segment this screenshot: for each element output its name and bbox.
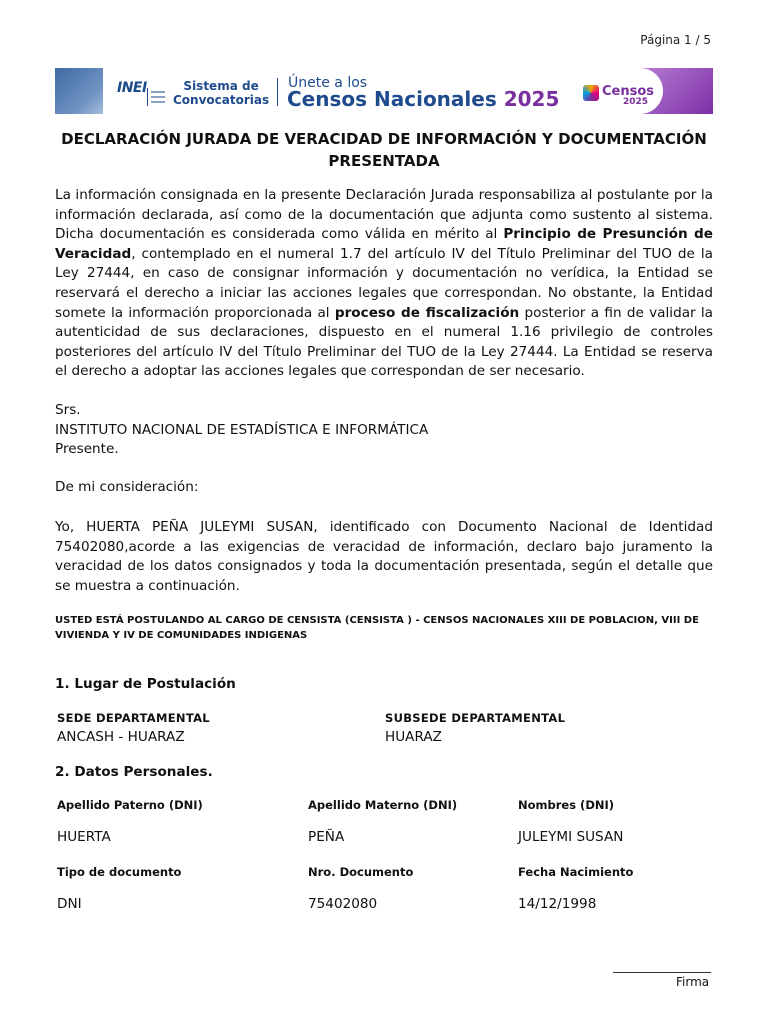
document-title: DECLARACIÓN JURADA DE VERACIDAD DE INFORMACIÓN Y DOCUMENTACIÓN PRESENTADA [61,130,707,170]
paterno-value: HUERTA [57,829,111,845]
signature-label: Firma [676,975,710,989]
salutation: De mi consideración: [55,479,199,495]
paterno-label: Apellido Paterno (DNI) [57,798,203,812]
intro-paragraph: La información consignada en la presente Declaración Jurada responsabiliza al postulante por la información declarada, así como de la documentación que adjunta como sustento al sistema. Dicha documentación es considerada como válida en mérito al Principio de Presunción de Veracidad, contemplado en el numeral 1.7 del artículo IV del Título Preliminar del TUO de la Ley 27444, en caso de consignar información y documentación no verídica, la Entidad se reservará el derecho a iniciar las acciones legales que correspondan. No obstante, la Entidad somete la información proporcionada al proceso de fiscalización posterior a fin de validar la autenticidad de sus declaraciones, dispuesto en el numeral 1.16 privilegio de controles posteriores del artículo IV del Título Preliminar del TUO de la Ley 27444. La Entidad se reserva el derecho a adoptar las acciones legales que correspondan de ser necesario. [55,187,713,380]
banner-censos-title: Censos Nacionales 2025 [287,87,560,111]
position-notice: USTED ESTÁ POSTULANDO AL CARGO DE CENSISTA (CENSISTA ) - CENSOS NACIONALES XIII DE POBLACION, VIII DE VIVIENDA Y IV DE COMUNIDADES INDIGENAS [55,615,699,641]
nro-documento-label: Nro. Documento [308,865,414,879]
subsede-label: SUBSEDE DEPARTAMENTAL [385,711,566,725]
addressee: Srs. INSTITUTO NACIONAL DE ESTADÍSTICA E INFORMÁTICA Presente. [55,402,429,458]
materno-value: PEÑA [308,829,345,845]
tipo-documento-value: DNI [57,896,82,912]
page-number: Página 1 / 5 [640,33,711,47]
sede-label: SEDE DEPARTAMENTAL [57,711,210,725]
signature-line [613,972,711,973]
sistema-convocatorias-logo: Sistema de Convocatorias [173,79,270,107]
fecha-nacimiento-value: 14/12/1998 [518,896,597,912]
inei-logo: INEI [117,80,147,96]
banner-unete: Únete a los [288,75,368,91]
materno-label: Apellido Materno (DNI) [308,798,458,812]
censos-logo-mark-icon [583,85,599,101]
section-lugar-title: 1. Lugar de Postulación [55,676,236,692]
declaration-paragraph: Yo, HUERTA PEÑA JULEYMI SUSAN, identificado con Documento Nacional de Identidad 75402080,acorde a las exigencias de veracidad de información, declaro bajo juramento la veracidad de los datos consignados y toda la documentación presentada, según el detalle que se muestra a continuación. [55,519,713,594]
banner-divider [277,78,278,106]
header-banner [55,68,713,114]
nombres-value: JULEYMI SUSAN [518,829,624,845]
nombres-label: Nombres (DNI) [518,798,615,812]
tipo-documento-label: Tipo de documento [57,865,182,879]
subsede-value: HUARAZ [385,729,442,745]
fecha-nacimiento-label: Fecha Nacimiento [518,865,634,879]
section-datos-title: 2. Datos Personales. [55,764,213,780]
inei-logo-mark [147,88,168,106]
nro-documento-value: 75402080 [308,896,378,912]
sede-value: ANCASH - HUARAZ [57,729,185,745]
censos-2025-logo: Censos 2025 [583,77,659,107]
